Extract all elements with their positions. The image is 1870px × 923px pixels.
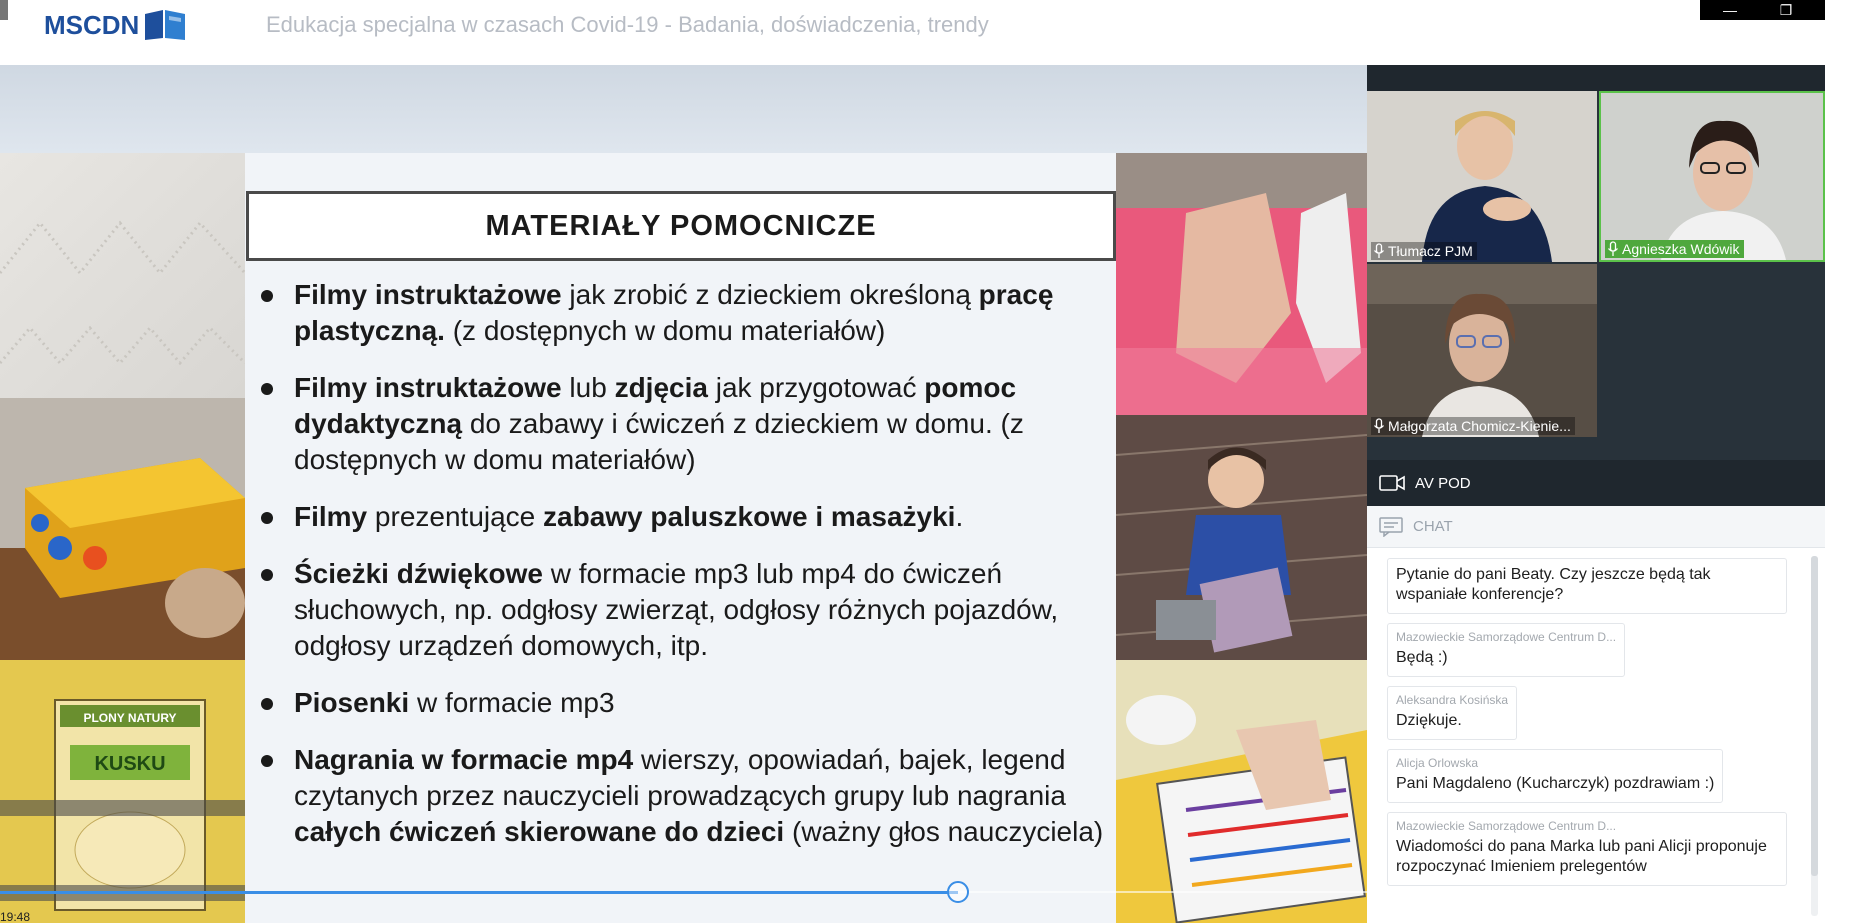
bullet-bold-text: Piosenki: [294, 687, 410, 718]
participant-name: Tłumacz PJM: [1388, 243, 1473, 259]
bullet-bold-text: Ścieżki dźwiękowe: [294, 558, 543, 589]
bullet-text: (z dostępnych w domu materiałów): [444, 315, 886, 346]
chat-message-text: Dziękuje.: [1396, 712, 1462, 729]
participant-video-image: [1367, 91, 1597, 262]
slide-bullet: [258, 742, 1108, 850]
slide-bullet: [258, 370, 1108, 478]
chat-message-row: [1387, 749, 1787, 812]
product-name-text: KUSKU: [94, 753, 166, 775]
bullet-text: jak przygotować: [707, 372, 925, 403]
microphone-icon: [1373, 243, 1385, 259]
chat-message-text: Pani Magdaleno (Kucharczyk) pozdrawiam :): [1396, 775, 1715, 792]
slide-bullet: [258, 277, 1108, 349]
toy-box-image: [0, 398, 245, 660]
chat-pod: [1367, 506, 1825, 923]
photo-hands-stapler: [1116, 153, 1367, 415]
book-logo-icon: [143, 8, 187, 42]
chat-message-list: [1387, 558, 1787, 895]
microphone-icon: [1373, 418, 1385, 434]
slide-bullet: [258, 499, 1108, 535]
bullet-bold-text: Filmy instruktażowe: [294, 372, 562, 403]
event-title: Edukacja specjalna w czasach Covid-19 - Badania, doświadczenia, trendy: [266, 12, 989, 37]
photo-child-on-rug: [1116, 415, 1367, 660]
chat-message-author: Mazowieckie Samorządowe Centrum D...: [1396, 819, 1617, 833]
pasta-package-image: [0, 660, 245, 923]
bullet-text: .: [955, 501, 964, 532]
bullet-bold-text: całych ćwiczeń skierowane do dzieci: [294, 816, 785, 847]
slide-title: MATERIAŁY POMOCNICZE: [485, 209, 877, 242]
restore-button[interactable]: ❐: [1779, 1, 1793, 18]
participant-name: Małgorzata Chomicz-Kienie...: [1388, 418, 1571, 434]
presentation-top-band: [0, 65, 1367, 153]
chat-message-author: Mazowieckie Samorządowe Centrum D...: [1396, 630, 1617, 644]
video-label: [1371, 417, 1575, 435]
bullet-bold-text: Filmy: [294, 501, 368, 532]
chat-message-text: Będą :): [1396, 649, 1448, 666]
photo-toy-box: [0, 398, 245, 660]
bullet-bold-text: pracę plastyczną.: [294, 279, 1054, 346]
av-pod-header[interactable]: [1367, 460, 1825, 506]
chat-message-text: Wiadomości do pana Marka lub pani Alicji proponuje rozpoczynać Imieniem prelegentów: [1396, 838, 1767, 875]
av-pod-label: AV POD: [1415, 474, 1471, 492]
progress-fill: [0, 891, 958, 894]
chat-message-author: Aleksandra Kosińska: [1396, 693, 1509, 707]
product-label-text: PLONY NATURY: [83, 711, 177, 725]
chat-icon: [1379, 517, 1403, 537]
chat-message: [1387, 623, 1625, 677]
chat-message-author: Alicja Orlowska: [1396, 756, 1479, 770]
video-tile-active-speaker[interactable]: [1599, 91, 1825, 262]
slide-bullet: [258, 556, 1108, 664]
photo-lacing-board: [1116, 660, 1367, 923]
chat-scrollbar[interactable]: [1811, 556, 1818, 916]
mscdn-logo[interactable]: [44, 8, 187, 42]
video-pod-topbar: [1367, 65, 1825, 91]
slide-bullet: [258, 685, 1108, 721]
child-on-rug-image: [1116, 415, 1367, 660]
participant-video-image: [1601, 93, 1823, 260]
bullet-bold-text: Filmy instruktażowe: [294, 279, 562, 310]
participant-video-image: [1367, 264, 1597, 437]
video-label: [1371, 242, 1477, 260]
chat-message: [1387, 686, 1517, 740]
app-header: [0, 0, 1825, 65]
participant-name: Agnieszka Wdówik: [1622, 241, 1740, 257]
current-time: 19:48: [0, 910, 31, 923]
bullet-bold-text: zdjęcia: [614, 372, 708, 403]
chat-message-row: [1387, 623, 1787, 686]
bullet-text: w formacie mp3 lub mp4 do ćwiczeń słuchowych, np. odgłosy zwierząt, odgłosy różnych pojazdów, odgłosy urządzeń domowych, itp.: [294, 558, 1059, 661]
slide-bullet-list: [258, 277, 1108, 871]
presentation-pod: [0, 65, 1367, 923]
bullet-text: jak zrobić z dzieckiem określoną: [561, 279, 979, 310]
bullet-text: w formacie mp3: [409, 687, 615, 718]
video-tile-participant[interactable]: [1367, 264, 1597, 437]
chat-header[interactable]: [1367, 506, 1825, 548]
chat-message-row: [1387, 558, 1787, 623]
logo-text: MSCDN: [44, 9, 140, 40]
minimize-button[interactable]: —: [1723, 2, 1737, 18]
chat-message-text: Pytanie do pani Beaty. Czy jeszcze będą tak wspaniałe konferencje?: [1396, 566, 1711, 603]
chat-message: [1387, 749, 1723, 803]
photo-pasta-package: [0, 660, 245, 923]
window-right-edge: [1825, 0, 1870, 923]
bullet-text: wierszy, opowiadań, bajek, legend czytanych przez nauczycieli prowadzących grupy lub nagrania: [294, 744, 1066, 811]
microphone-icon: [1607, 241, 1619, 257]
video-tile-interpreter[interactable]: [1367, 91, 1597, 262]
bullet-text: prezentujące: [367, 501, 544, 532]
chat-title: CHAT: [1413, 518, 1453, 535]
hands-crafting-image: [1116, 153, 1367, 415]
slide: [0, 153, 1367, 923]
bullet-bold-text: Nagrania w formacie mp4: [294, 744, 634, 775]
chat-message-row: [1387, 686, 1787, 749]
chat-scrollbar-thumb[interactable]: [1811, 556, 1818, 876]
slide-title-box: [246, 191, 1116, 261]
lacing-board-image: [1116, 660, 1367, 923]
zigzag-pattern-image: [0, 153, 245, 398]
side-panel: [1367, 65, 1825, 923]
bullet-text: (ważny głos nauczyciela): [784, 816, 1104, 847]
chat-message: [1387, 558, 1787, 614]
window-edge-mark: [0, 0, 8, 20]
video-label: [1605, 240, 1744, 258]
bullet-text: do zabawy i ćwiczeń z dzieckiem w domu. (z dostępnych w domu materiałów): [294, 408, 1024, 475]
bullet-bold-text: pomoc dydaktyczną: [294, 372, 1017, 439]
bullet-text: lub: [561, 372, 615, 403]
bullet-bold-text: zabawy paluszkowe i masażyki: [543, 501, 956, 532]
chat-message: [1387, 812, 1787, 886]
chat-message-row: [1387, 812, 1787, 895]
photo-embroidered-card: [0, 153, 245, 398]
video-camera-icon: [1379, 474, 1405, 492]
